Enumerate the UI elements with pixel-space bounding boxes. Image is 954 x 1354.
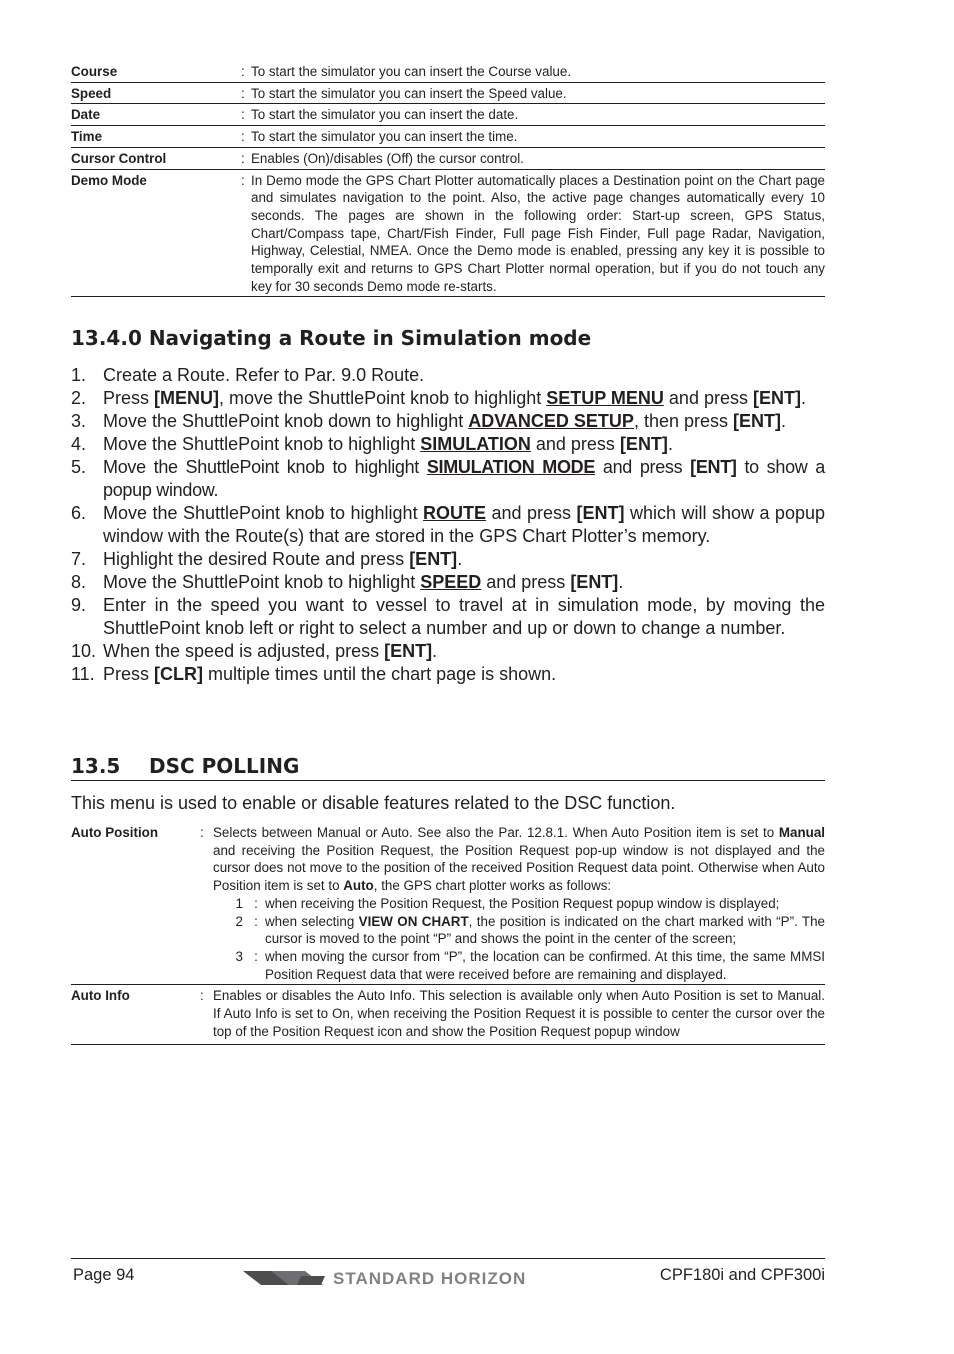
row-value: Enables or disables the Auto Info. This selection is available only when Auto Position is set to Manual. If Auto Info is set to On, when receiving the Position Request it is possible to center the cursor over the top of the Position Request icon and show the Position Request popup window — [213, 988, 825, 1039]
brand-logo — [243, 1263, 603, 1293]
row-key: Auto Position — [71, 825, 159, 840]
steps-list — [71, 364, 825, 686]
standard-horizon-logo-icon — [243, 1263, 603, 1293]
model-name: CPF180i and CPF300i — [659, 1266, 825, 1284]
section-heading: 13.4.0 Navigating a Route in Simulation mode — [71, 326, 592, 350]
row-key: Course — [71, 64, 118, 79]
list-item: 10. When the speed is adjusted, press [ENT]. — [71, 641, 438, 661]
list-item: 6. Move the ShuttlePoint knob to highlight ROUTE and press [ENT] which will show a popup window with the Route(s) that are stored in the GPS Chart Plotter’s memory. — [71, 503, 825, 546]
section-intro: This menu is used to enable or disable features related to the DSC function. — [71, 793, 676, 813]
table-row: Auto Position : Selects between Manual or Auto. See also the Par. 12.8.1. When Auto Position item is set to Manual and receiving the Position Request, the Position Request pop-up window is not displayed and the cursor does not move to the position of the received Position Request data point. Otherwise when Auto Position item is set to Auto, the GPS chart plotter works as follows: 1 : when receiving the Position Request, the Position Request popup window is displayed; 2 : when selecting VIEW ON CHART, the position is indicated on the chart marked with “P”. The cursor is moved to the point “P” and shows the point in the center of the screen; 3 : when moving the cursor from “P”, the location can be confirmed. At this time, the same MMSI Position Request data that were received before are remaining and displayed. — [71, 822, 825, 985]
dsc-polling-table — [71, 822, 825, 1045]
list-item: 1 : when receiving the Position Request, the Position Request popup window is displayed; — [235, 895, 780, 911]
table-row: Demo Mode : In Demo mode the GPS Chart Plotter automatically places a Destination point on the Chart page and simulates navigation to the point. Also, the active page changes automatically every 10 seconds. The pages are shown in the following order: Start-up screen, GPS Status, Chart/Compass tape, Chart/Fish Finder, Full page Fish Finder, Full page Radar, Navigation, Highway, Celestial, NMEA. Once the Demo mode is enabled, pressing any key it is possible to temporally exit and returns to GPS Chart Plotter normal operation, but if you do not touch any key for 30 seconds Demo mode re-starts. — [71, 170, 825, 298]
list-item: 3 : when moving the cursor from “P”, the location can be confirmed. At this time, the same MMSI Position Request data that were received before are remaining and displayed. — [235, 948, 825, 982]
row-key: Speed — [71, 85, 112, 101]
simulation-settings-table — [71, 61, 825, 297]
row-value: To start the simulator you can insert the Course value. — [251, 64, 572, 79]
section-heading: 13.5 DSC POLLING — [71, 754, 825, 781]
list-item: 5. Move the ShuttlePoint knob to highlight SIMULATION MODE and press [ENT] to show a popup window. — [71, 457, 825, 500]
row-value: Selects between Manual or Auto. See also the Par. 12.8.1. When Auto Position item is set to Manual and receiving the Position Request, the Position Request pop-up window is not displayed and the cursor does not move to the position of the received Position Request data point. Otherwise when Auto Position item is set to Auto, the GPS chart plotter works as follows: 1 : when receiving the Position Request, the Position Request popup window is displayed; 2 : when selecting VIEW ON CHART, the position is indicated on the chart marked with “P”. The cursor is moved to the point “P” and shows the point in the center of the screen; 3 : when moving the cursor from “P”, the location can be confirmed. At this time, the same MMSI Position Request data that were received before are remaining and displayed. — [213, 825, 825, 982]
list-item: 9. Enter in the speed you want to vessel to travel at in simulation mode, by moving the ShuttlePoint knob left or right to select a number and up or down to change a number. — [71, 595, 825, 638]
list-item: 7. Highlight the desired Route and press [ENT]. — [71, 549, 463, 569]
page-number: Page 94 — [73, 1266, 135, 1284]
table-row: Date : To start the simulator you can insert the date. — [71, 104, 825, 126]
table-row: Cursor Control : Enables (On)/disables (Off) the cursor control. — [71, 148, 825, 170]
table-row: Time : To start the simulator you can insert the time. — [71, 126, 825, 148]
row-value: Enables (On)/disables (Off) the cursor control. — [251, 150, 524, 166]
list-item: 4. Move the ShuttlePoint knob to highlight SIMULATION and press [ENT]. — [71, 434, 673, 454]
list-item: 3. Move the ShuttlePoint knob down to highlight ADVANCED SETUP, then press [ENT]. — [71, 411, 787, 431]
row-value: In Demo mode the GPS Chart Plotter automatically places a Destination point on the Chart page and simulates navigation to the point. Also, the active page changes automatically every 10 seconds. The pages are shown in the following order: Start-up screen, GPS Status, Chart/Compass tape, Chart/Fish Finder, Full page Fish Finder, Full page Radar, Navigation, Highway, Celestial, NMEA. Once the Demo mode is enabled, pressing any key it is possible to temporally exit and returns to GPS Chart Plotter normal operation, but if you do not touch any key for 30 seconds Demo mode re-starts. — [251, 172, 825, 294]
list-item: 2 : when selecting VIEW ON CHART, the position is indicated on the chart marked with “P”. The cursor is moved to the point “P” and shows the point in the center of the screen; — [235, 913, 825, 947]
row-value: To start the simulator you can insert the Speed value. — [251, 85, 567, 101]
table-row: Speed : To start the simulator you can insert the Speed value. — [71, 83, 825, 105]
row-key: Cursor Control — [71, 150, 167, 166]
row-value: To start the simulator you can insert the date. — [251, 107, 519, 123]
page-footer — [71, 1258, 825, 1288]
list-item: 1. Create a Route. Refer to Par. 9.0 Route. — [71, 365, 425, 385]
table-row: Course : To start the simulator you can insert the Course value. — [71, 61, 825, 83]
list-item: 11. Press [CLR] multiple times until the chart page is shown. — [71, 664, 557, 684]
row-key: Demo Mode — [71, 172, 147, 188]
row-value: To start the simulator you can insert the time. — [251, 129, 518, 145]
svg-text:STANDARD HORIZON: STANDARD HORIZON — [333, 1269, 527, 1288]
row-key: Auto Info — [71, 988, 130, 1004]
list-item: 8. Move the ShuttlePoint knob to highlight SPEED and press [ENT]. — [71, 572, 624, 592]
row-key: Date — [71, 107, 101, 123]
table-row: Auto Info : Enables or disables the Auto Info. This selection is available only when Auto Position is set to Manual. If Auto Info is set to On, when receiving the Position Request it is possible to center the cursor over the top of the Position Request icon and show the Position Request popup window — [71, 985, 825, 1045]
list-item: 2. Press [MENU], move the ShuttlePoint knob to highlight SETUP MENU and press [ENT]. — [71, 388, 806, 408]
row-key: Time — [71, 129, 103, 145]
